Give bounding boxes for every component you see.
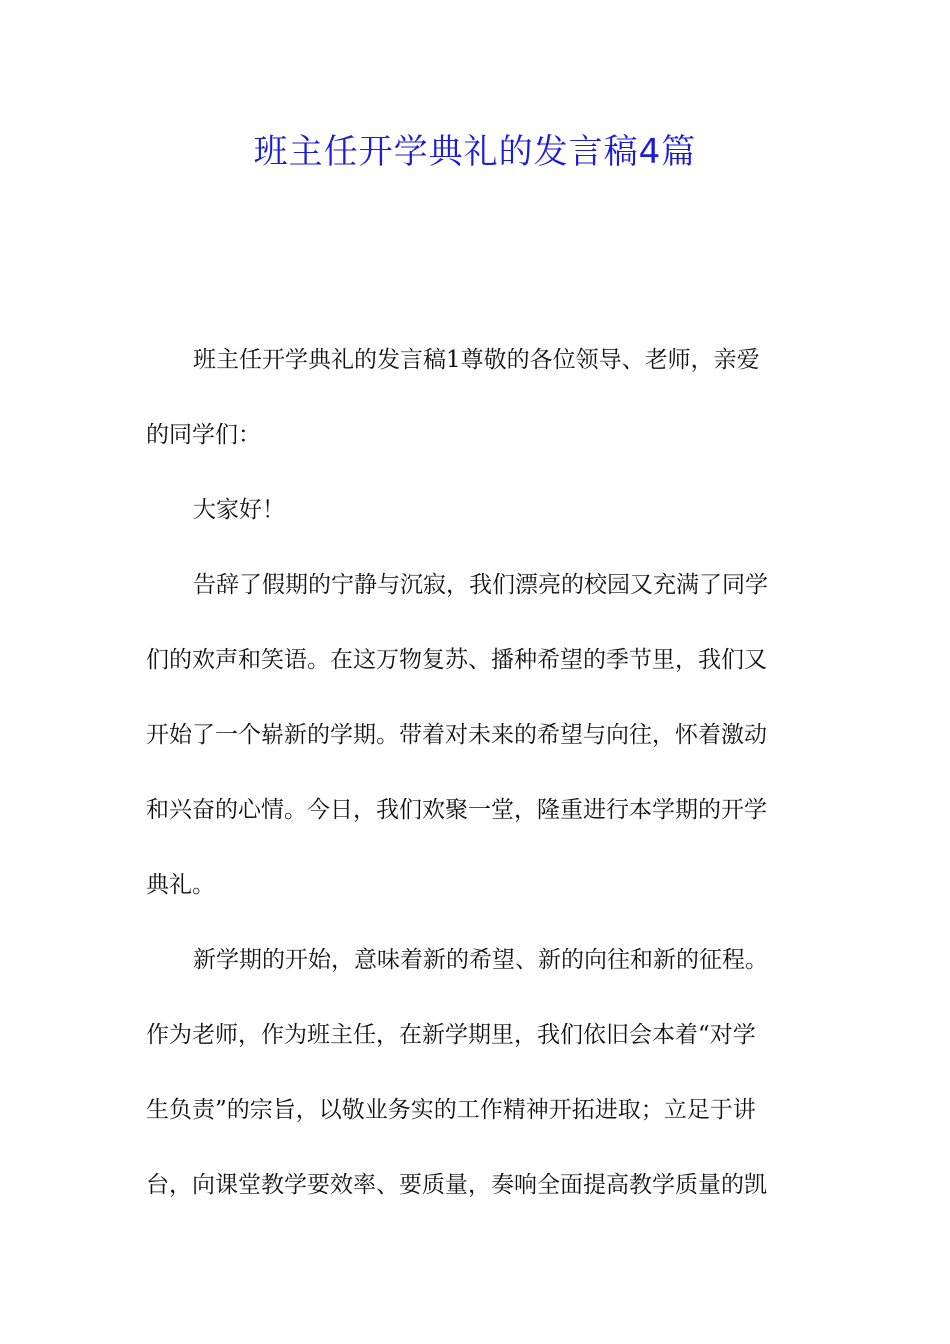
body-line-6: 开始了一个崭新的学期。带着对未来的希望与向往，怀着激动 <box>146 722 767 748</box>
body-line-10: 作为老师，作为班主任，在新学期里，我们依旧会本着“对学 <box>146 1022 756 1048</box>
document-title: 班主任开学典礼的发言稿4篇 <box>253 132 697 172</box>
body-line-1: 班主任开学典礼的发言稿1尊敬的各位领导、老师，亲爱 <box>193 347 760 373</box>
body-line-7: 和兴奋的心情。今日，我们欢聚一堂，隆重进行本学期的开学 <box>146 797 767 823</box>
body-line-12: 台，向课堂教学要效率、要质量，奏响全面提高教学质量的凯 <box>146 1172 767 1198</box>
body-line-2: 的同学们： <box>146 422 261 448</box>
body-line-5: 们的欢声和笑语。在这万物复苏、播种希望的季节里，我们又 <box>146 647 767 673</box>
body-line-8: 典礼。 <box>146 872 215 898</box>
body-line-3: 大家好！ <box>193 497 285 523</box>
body-line-11: 生负责”的宗旨，以敬业务实的工作精神开拓进取；立足于讲 <box>146 1097 756 1123</box>
body-line-9: 新学期的开始，意味着新的希望、新的向往和新的征程。 <box>193 947 768 973</box>
body-line-4: 告辞了假期的宁静与沉寂，我们漂亮的校园又充满了同学 <box>193 572 768 598</box>
document-body <box>146 323 806 1223</box>
